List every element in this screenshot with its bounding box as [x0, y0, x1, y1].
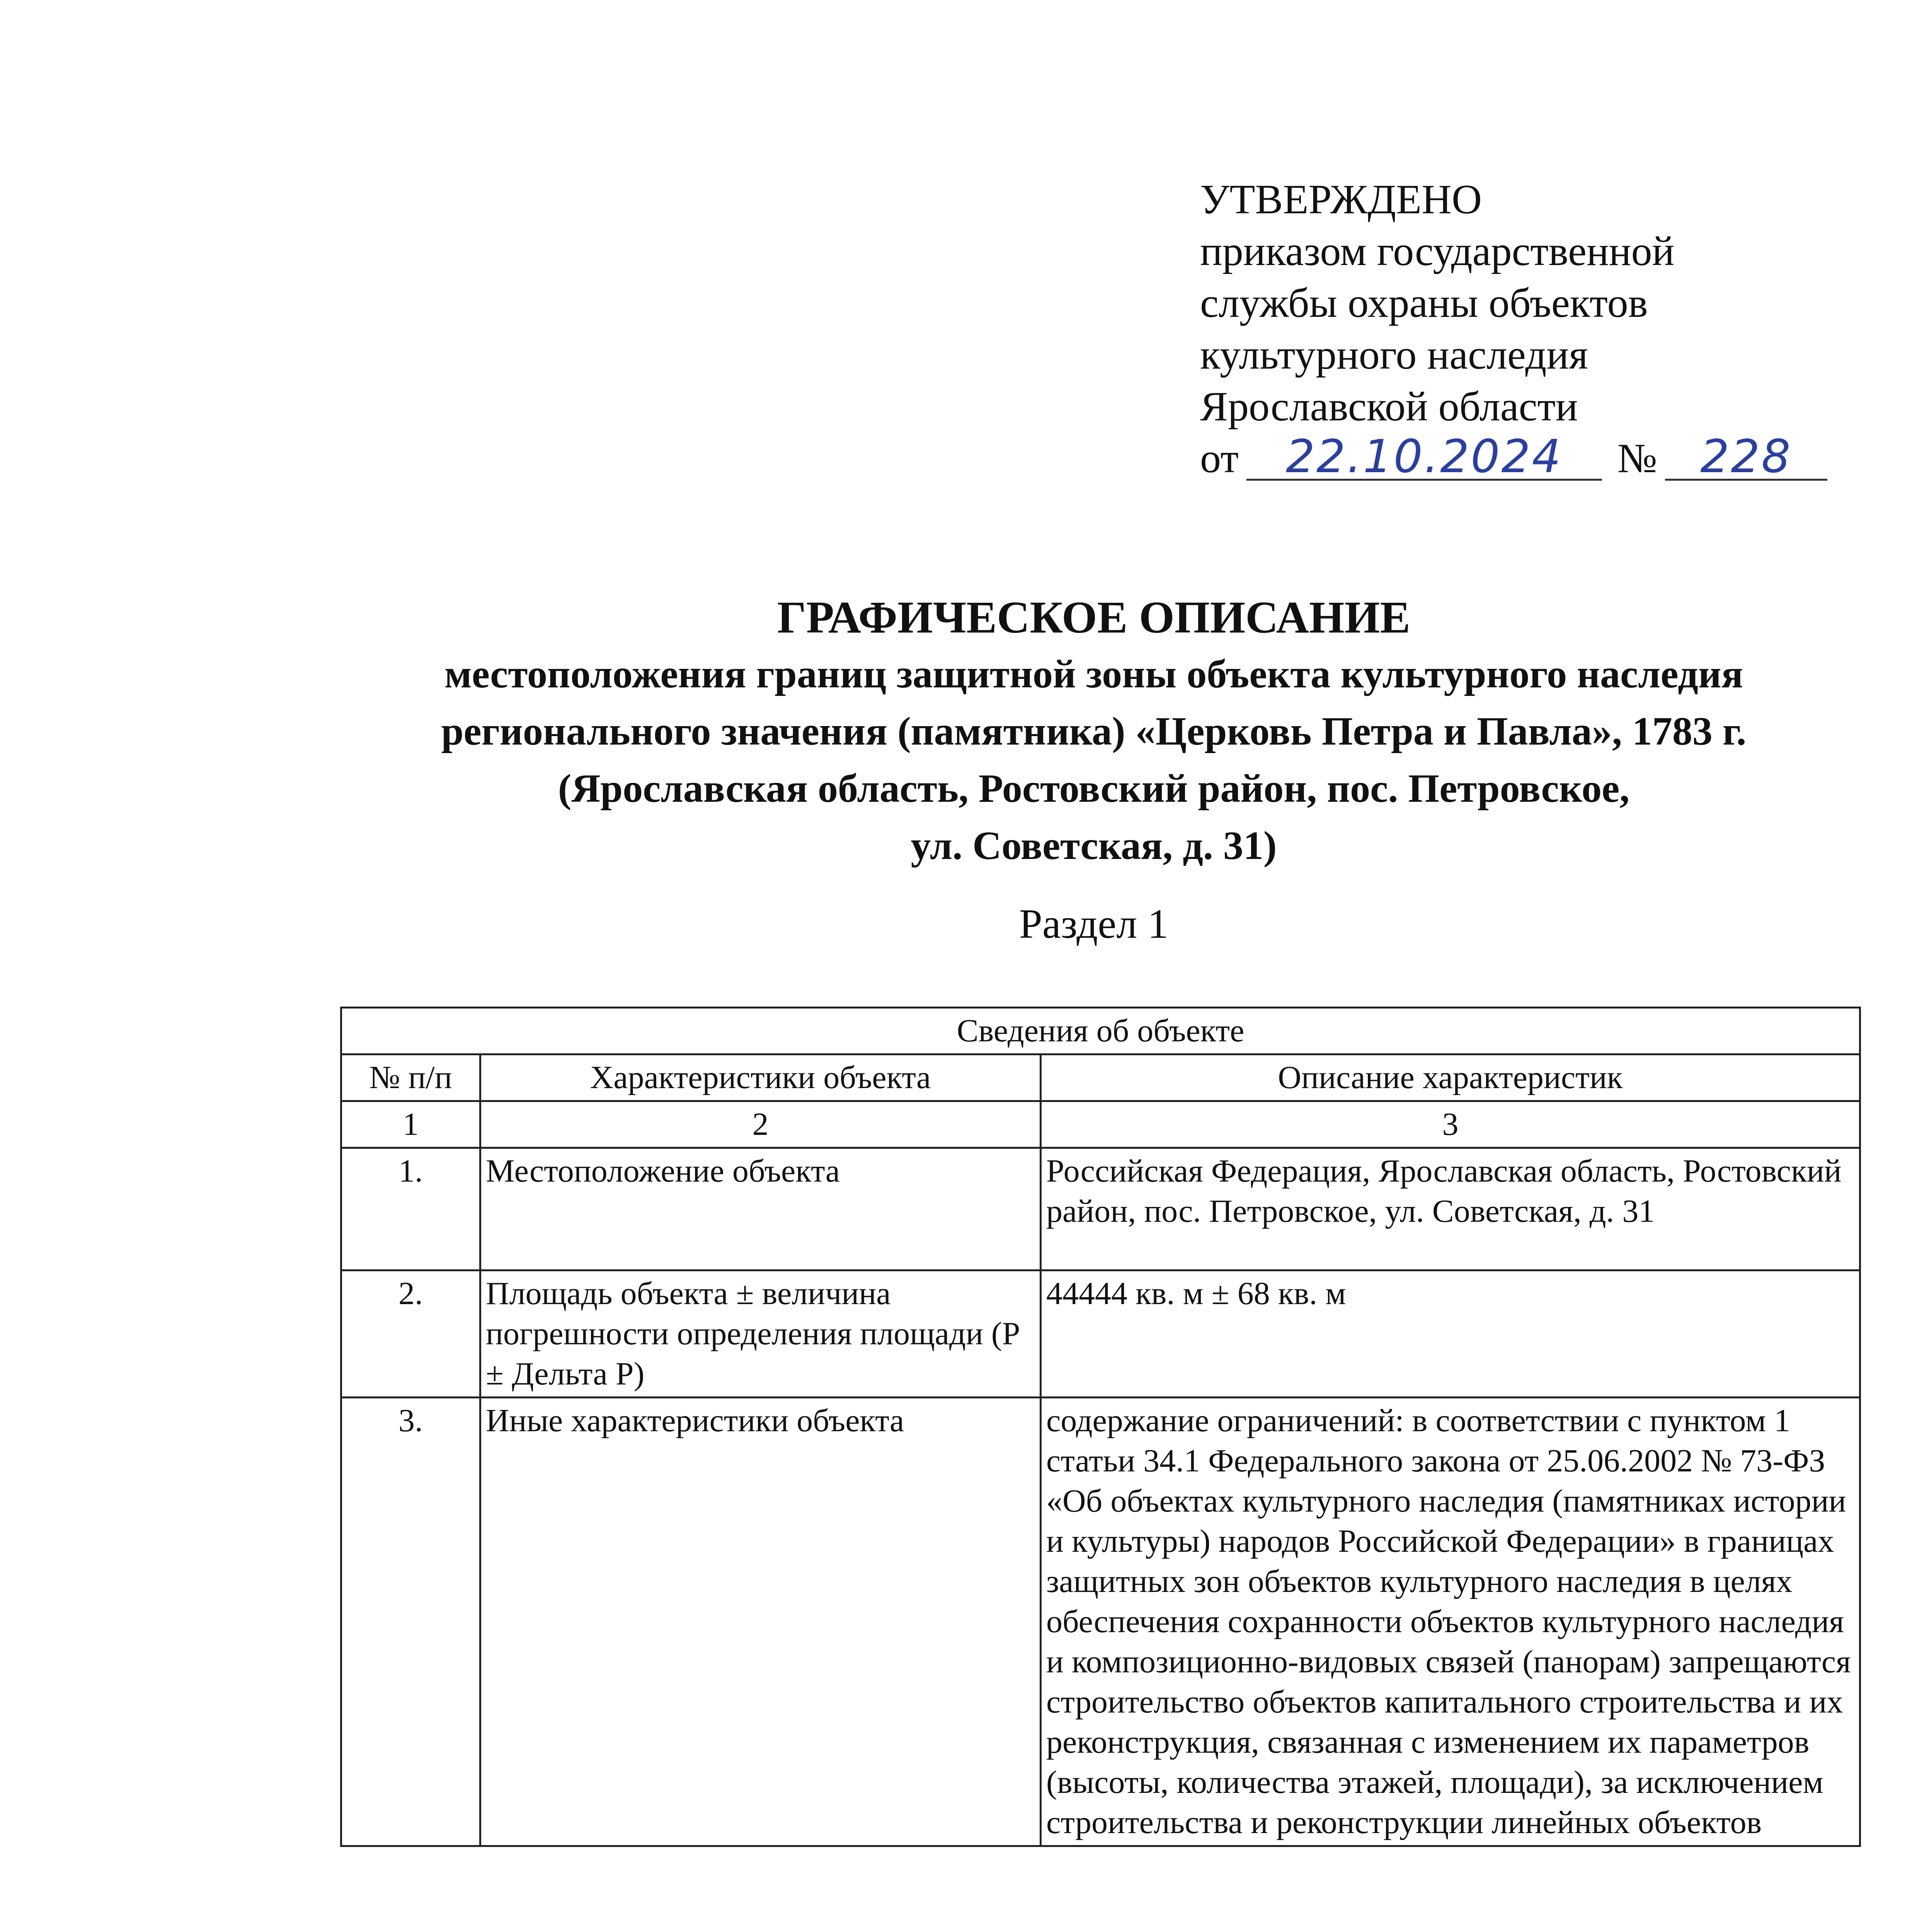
approval-line: Ярославской области — [1200, 384, 1578, 430]
row-description: Российская Федерация, Ярославская область, Ростовский район, пос. Петровское, ул. Советская, д. 31 — [1041, 1148, 1860, 1270]
row-number: 1. — [341, 1148, 480, 1270]
row-number: 2. — [341, 1270, 480, 1398]
approval-title: УТВЕРЖДЕНО — [1200, 177, 1482, 223]
table-row — [341, 1398, 1860, 1846]
number-label: № — [1617, 435, 1657, 481]
handwritten-number: 228 — [1665, 434, 1827, 481]
row-number: 3. — [341, 1398, 480, 1846]
title-line: регионального значения (памятника) «Церковь Петра и Павла», 1783 г. — [441, 709, 1747, 753]
approval-line: приказом государственной — [1200, 228, 1675, 274]
approval-line: службы охраны объектов — [1200, 280, 1648, 326]
table-title: Сведения об объекте — [341, 1008, 1860, 1054]
title-line: местоположения границ защитной зоны объекта культурного наследия — [444, 652, 1743, 696]
approval-stamp — [1200, 174, 1857, 485]
title-line: (Ярославская область, Ростовский район, пос. Петровское, — [558, 766, 1630, 811]
table-row — [341, 1270, 1860, 1398]
object-info-table — [340, 1007, 1861, 1847]
column-number: 1 — [341, 1101, 480, 1148]
section1-heading: Раздел 1 — [1019, 901, 1169, 947]
column-number: 3 — [1041, 1101, 1860, 1148]
approval-date-line — [1200, 430, 1857, 485]
row-description: 44444 кв. м ± 68 кв. м — [1041, 1270, 1860, 1398]
title-main: ГРАФИЧЕСКОЕ ОПИСАНИЕ — [777, 592, 1411, 643]
handwritten-date: 22.10.2024 — [1246, 434, 1602, 481]
table-row — [341, 1148, 1860, 1270]
row-description: содержание ограничений: в соответствии с пунктом 1 статьи 34.1 Федерального закона от 25.06.2002 № 73-ФЗ «Об объектах культурного наследия (памятниках истории и культуры) народов Российской Федерации» в границах защитных зон объектов культурного наследия в целях обеспечения сохранности объектов культурного наследия и композиционно-видовых связей (панорам) запрещаются строительство объектов капитального строительства и их реконструкция, связанная с изменением их параметров (высоты, количества этажей, площади), за исключением строительства и реконструкции линейных объектов — [1041, 1398, 1860, 1846]
column-header: № п/п — [341, 1054, 480, 1101]
document-title — [340, 589, 1847, 874]
column-header: Описание характеристик — [1041, 1054, 1860, 1101]
row-characteristic: Местоположение объекта — [480, 1148, 1041, 1270]
title-line: ул. Советская, д. 31) — [911, 823, 1277, 868]
column-header: Характеристики объекта — [480, 1054, 1041, 1101]
from-label: от — [1200, 435, 1239, 481]
row-characteristic: Иные характеристики объекта — [480, 1398, 1041, 1846]
row-characteristic: Площадь объекта ± величина погрешности определения площади (Р ± Дельта Р) — [480, 1270, 1041, 1398]
approval-line: культурного наследия — [1200, 332, 1588, 378]
column-number: 2 — [480, 1101, 1041, 1148]
